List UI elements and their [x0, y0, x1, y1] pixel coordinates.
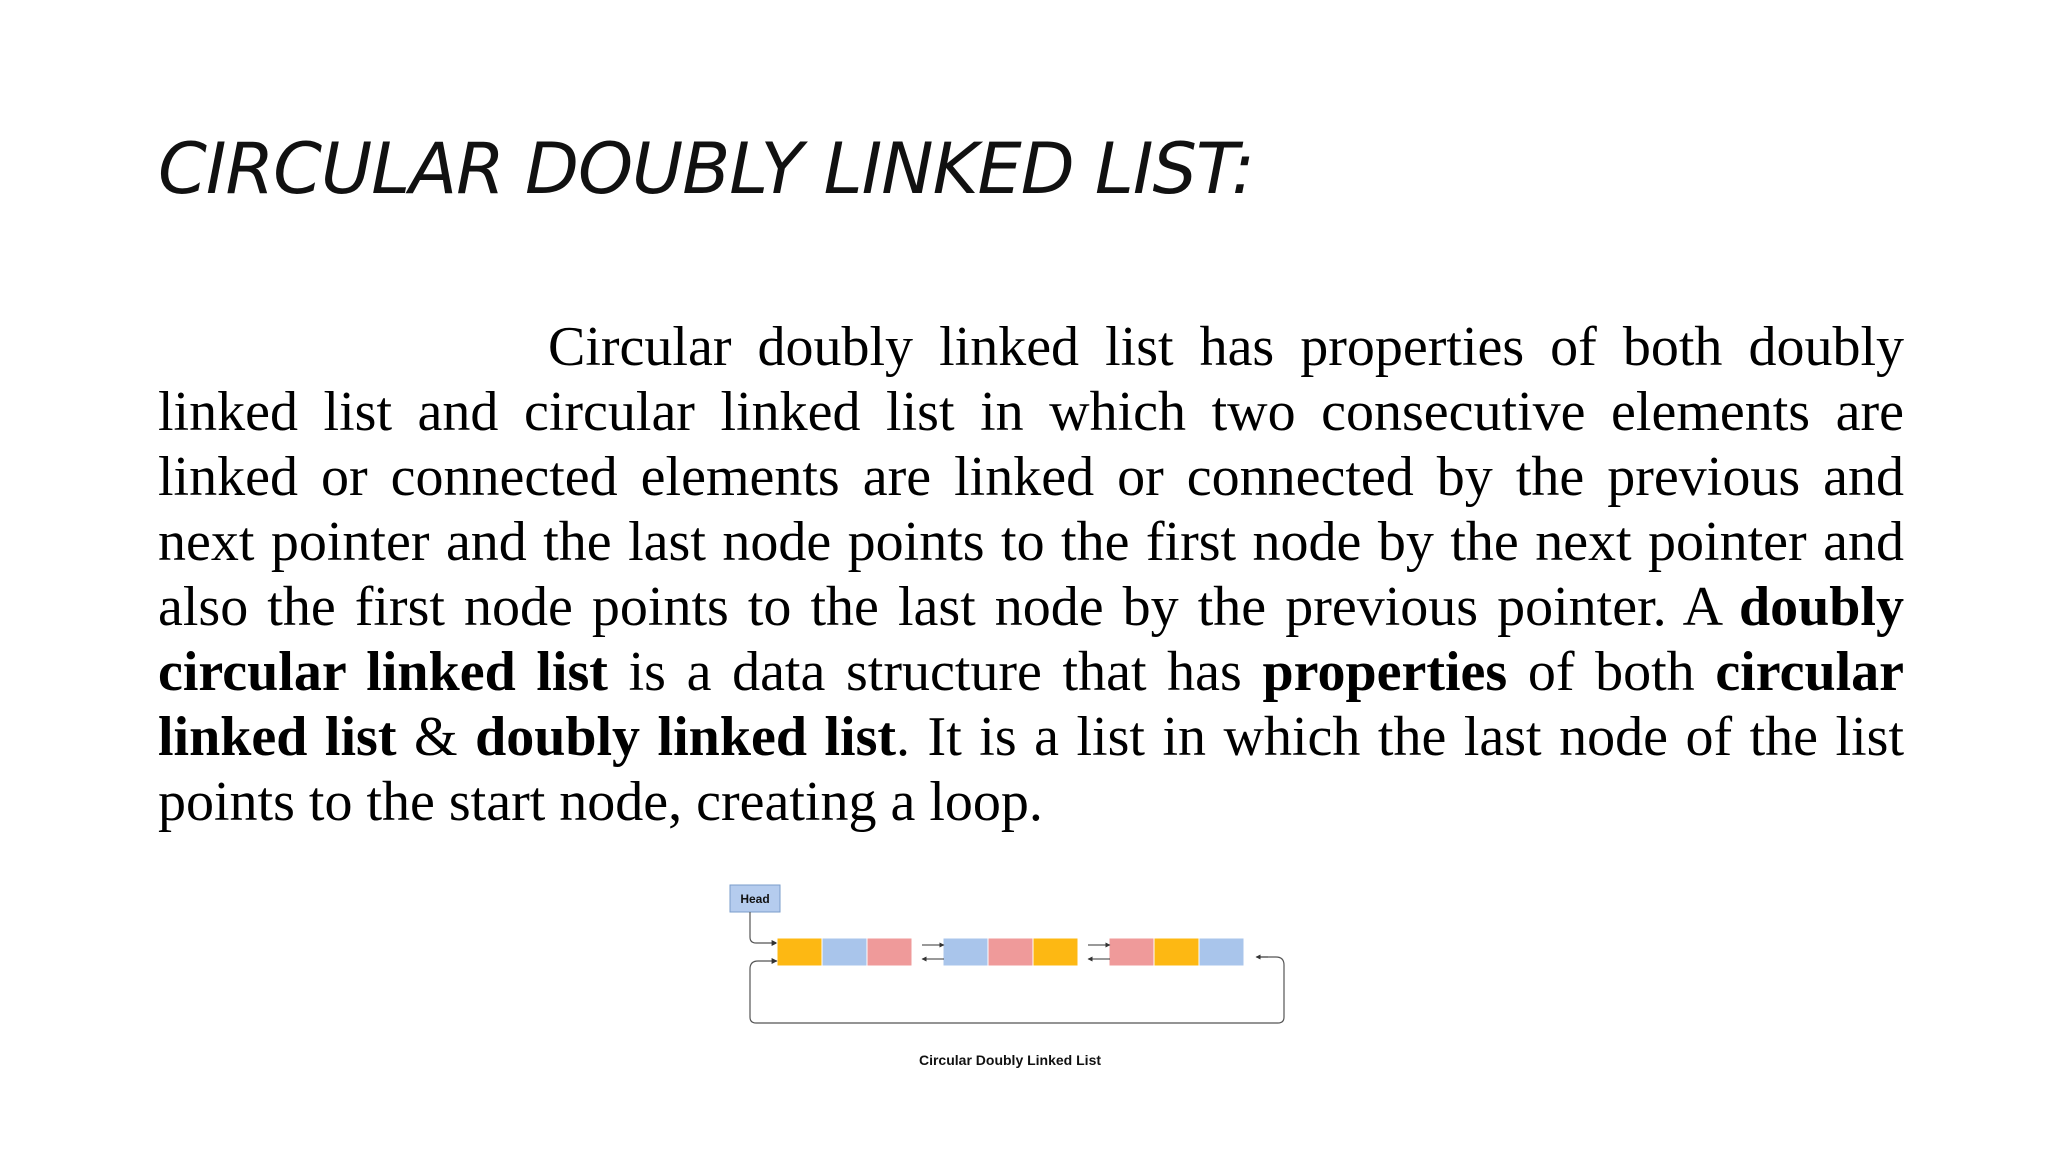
list-node-1 [777, 938, 912, 966]
nodes-group [777, 938, 1244, 966]
node-cell-red [867, 938, 912, 966]
slide-title: CIRCULAR DOUBLY LINKED LIST: [158, 128, 1254, 210]
node-cell-orange [777, 938, 822, 966]
node-cell-blue [943, 938, 988, 966]
node-cell-orange [1154, 938, 1199, 966]
diagram-caption: Circular Doubly Linked List [918, 1052, 1102, 1068]
node-cell-red [988, 938, 1033, 966]
list-node-2 [943, 938, 1078, 966]
text-run: & [396, 706, 476, 768]
head-pointer-line [750, 912, 777, 943]
text-run: . It is a list in which the last node of the list points to the start node, creating a loop. [158, 706, 1904, 833]
node-cell-blue [1199, 938, 1244, 966]
node-cell-red [1109, 938, 1154, 966]
bold-term: circular linked list [158, 641, 1904, 768]
text-run: Circular doubly linked list has properties of both doubly linked list and circular linked list in which two consecutive elements are linked or connected elements are linked or connected by the previous and next pointer and the last node points to the first node by the next pointer and also the first node points to the last node by the previous pointer. A [158, 316, 1904, 638]
list-node-3 [1109, 938, 1244, 966]
bold-term: doubly circular linked list [158, 576, 1904, 703]
circular-loop-line [750, 957, 1284, 1023]
linked-list-diagram [720, 875, 1320, 1085]
text-run: of both [1507, 641, 1716, 703]
node-cell-blue [822, 938, 867, 966]
bold-term: properties [1262, 641, 1508, 703]
bold-term: doubly linked list [475, 706, 897, 768]
head-label: Head [740, 892, 770, 906]
text-run: is a data structure that has [607, 641, 1263, 703]
node-cell-orange [1033, 938, 1078, 966]
body-paragraph [158, 315, 1904, 835]
